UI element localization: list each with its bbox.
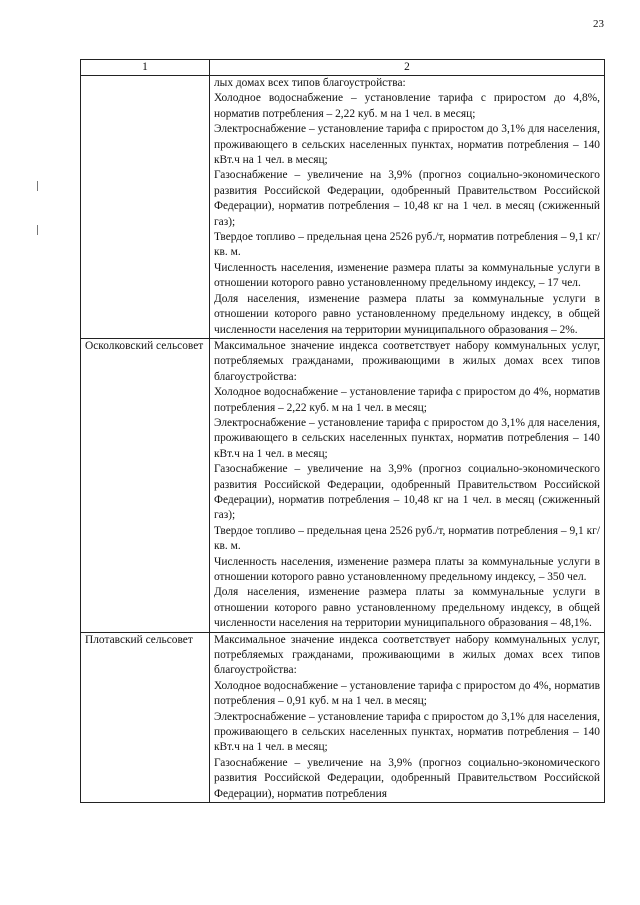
description-cell — [210, 338, 605, 632]
paragraph: Максимальное значение индекса соответствует набору коммунальных услуг, потребляемых гражданами, проживающими в жилых домах всех типов благоустройства: — [214, 339, 600, 383]
paragraph: Твердое топливо – предельная цена 2526 руб./т, норматив потребления – 9,1 кг/кв. м. — [214, 231, 600, 259]
settlement-name: Осколковский сельсовет — [81, 338, 210, 632]
paragraph: Численность населения, изменение размера платы за коммунальные услуги в отношении которого равно установленному предельному индексу, – 17 чел. — [214, 261, 600, 290]
paragraph: Газоснабжение – увеличение на 3,9% (прогноз социально-экономического развития Российской Федерации, одобренный Правительством Российской Федерации), норматив потребления — [214, 756, 600, 800]
description-cell — [210, 632, 605, 802]
column-header-2: 2 — [210, 60, 605, 76]
table-row — [81, 632, 605, 802]
page-number: 23 — [593, 18, 604, 30]
services-table — [80, 59, 605, 803]
paragraph: Газоснабжение – увеличение на 3,9% (прогноз социально-экономического развития Российской Федерации, одобренный Правительством Российской Федерации), норматив потребления – 10,48 кг на 1 чел. в месяц (сжиженный газ); — [214, 463, 600, 522]
settlement-name — [81, 76, 210, 339]
table-header-row — [81, 60, 605, 76]
description-cell — [210, 76, 605, 339]
settlement-name: Плотавский сельсовет — [81, 632, 210, 802]
table-row — [81, 76, 605, 339]
paragraph: Численность населения, изменение размера платы за коммунальные услуги в отношении которого равно установленному предельному индексу, – 350 чел. — [214, 555, 600, 583]
paragraph: Холодное водоснабжение – установление тарифа с приростом до 4%, норматив потребления – 2,22 куб. м на 1 чел. в месяц; — [214, 386, 600, 414]
paragraph: Твердое топливо – предельная цена 2526 руб./т, норматив потребления – 9,1 кг/кв. м. — [214, 524, 600, 553]
paragraph: лых домах всех типов благоустройства: — [214, 77, 406, 89]
paragraph: Холодное водоснабжение – установление тарифа с приростом до 4,8%, норматив потребления – 2,22 куб. м на 1 чел. в месяц; — [214, 92, 600, 120]
paragraph: Доля населения, изменение размера платы за коммунальные услуги в отношении которого равно установленному предельному индексу, в общей численности населения на территории муниципального образования – 2%. — [214, 292, 600, 336]
paragraph: Холодное водоснабжение – установление тарифа с приростом до 4%, норматив потребления – 0,91 куб. м на 1 чел. в месяц; — [214, 679, 600, 708]
margin-mark — [37, 225, 38, 235]
paragraph: Электроснабжение – установление тарифа с приростом до 3,1% для населения, проживающего в сельских населенных пунктах, норматив потребления – 140 кВт.ч на 1 чел. в месяц; — [214, 710, 600, 754]
paragraph: Доля населения, изменение размера платы за коммунальные услуги в отношении которого равно установленному предельному индексу, в общей численности населения на территории муниципального образования – 48,1%. — [214, 586, 600, 630]
paragraph: Максимальное значение индекса соответствует набору коммунальных услуг, потребляемых гражданами, проживающими в жилых домах всех типов благоустройства: — [214, 633, 600, 677]
paragraph: Газоснабжение – увеличение на 3,9% (прогноз социально-экономического развития Российской Федерации, одобренный Правительством Российской Федерации), норматив потребления – 10,48 кг на 1 чел. в месяц (сжиженный газ); — [214, 169, 600, 228]
table-row — [81, 338, 605, 632]
paragraph: Электроснабжение – установление тарифа с приростом до 3,1% для населения, проживающего в сельских населенных пунктах, норматив потребления – 140 кВт.ч на 1 чел. в месяц; — [214, 123, 600, 167]
paragraph: Электроснабжение – установление тарифа с приростом до 3,1% для населения, проживающего в сельских населенных пунктах, норматив потребления – 140 кВт.ч на 1 чел. в месяц; — [214, 416, 600, 460]
column-header-1: 1 — [81, 60, 210, 76]
margin-mark — [37, 181, 38, 191]
